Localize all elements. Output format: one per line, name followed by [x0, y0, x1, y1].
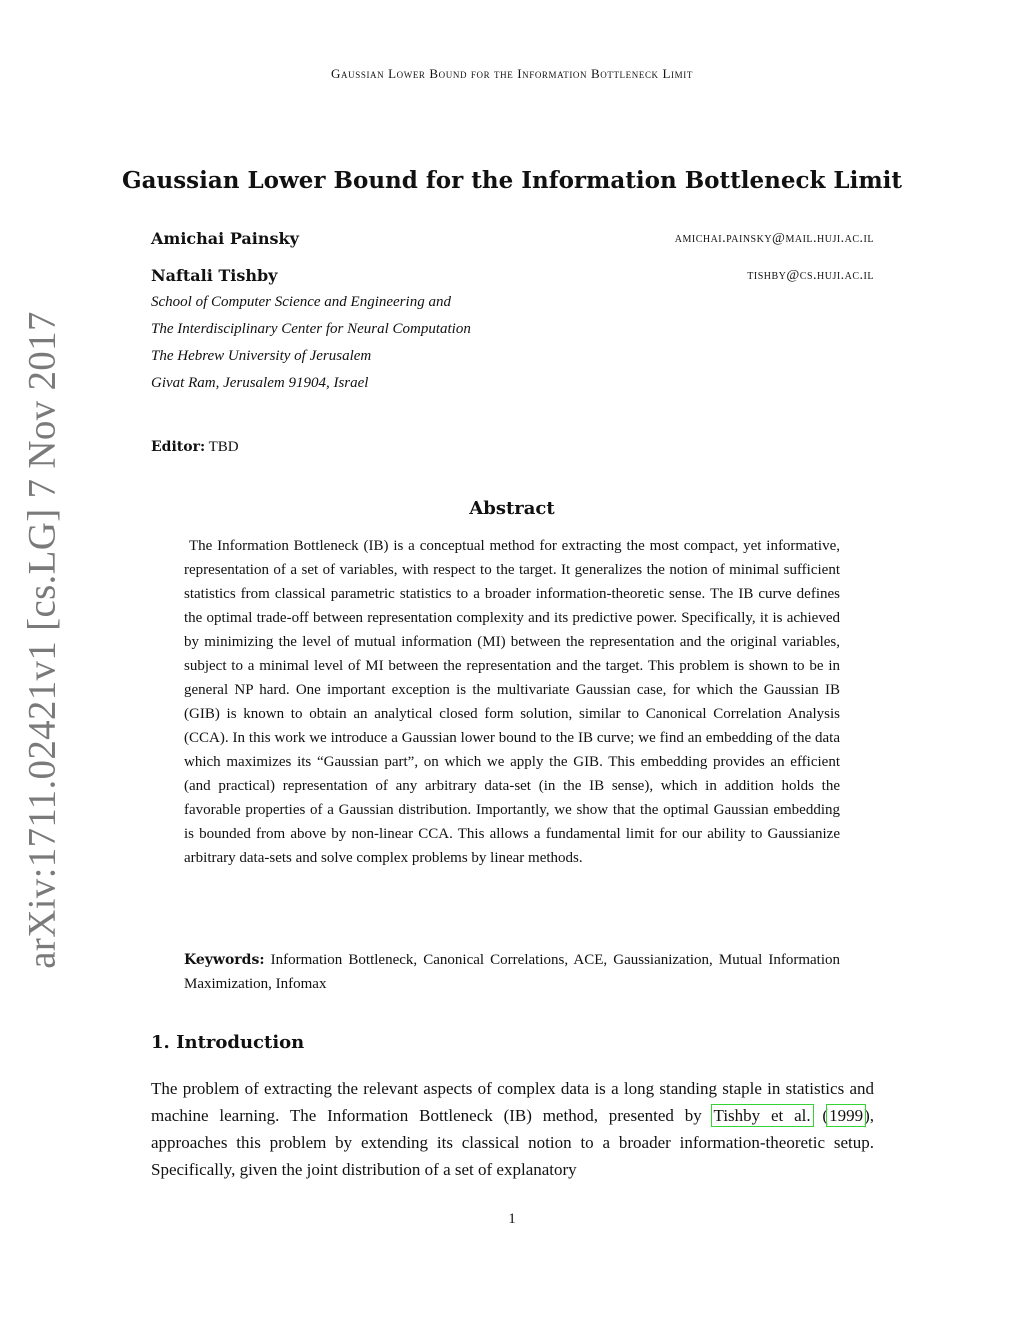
keywords-label: Keywords: [184, 952, 265, 968]
citation-paren: ) [864, 1106, 870, 1125]
paper-title: Gaussian Lower Bound for the Information Bottleneck Limit [121, 167, 903, 194]
keywords [184, 948, 840, 996]
author-email-2: tishby@cs.huji.ac.il [747, 268, 874, 283]
author-name-2: Naftali Tishby [151, 266, 278, 285]
author-name-1: Amichai Painsky [151, 229, 299, 248]
section-number: 1. [151, 1032, 170, 1053]
affiliation-line: The Hebrew University of Jerusalem [151, 348, 372, 364]
citation-link-authors[interactable]: Tishby et al. [713, 1106, 811, 1125]
page-number: 1 [508, 1211, 516, 1227]
affiliation-line: The Interdisciplinary Center for Neural Computation [151, 321, 471, 337]
citation-paren: ( [822, 1106, 829, 1125]
citation-link-year[interactable]: 1999 [829, 1106, 864, 1125]
intro-text: The problem of extracting the relevant aspects of complex data is a long standing staple in statistics and machine learning. The Information Bottleneck (IB) method, presented by [151, 1079, 874, 1125]
author-email-1: amichai.painsky@mail.huji.ac.il [674, 231, 874, 246]
running-head: Gaussian Lower Bound for the Information Bottleneck Limit [331, 66, 693, 81]
abstract-text: The Information Bottleneck (IB) is a conceptual method for extracting the most compact, yet informative, representation of a set of variables, with respect to the target. It generalizes the notion of minimal sufficient statistics from classical parametric statistics to a broader information-theoretic sense. The IB curve defines the optimal trade-off between representation complexity and its predictive power. Specifically, it is achieved by minimizing the level of mutual information (MI) between the representation and the original variables, subject to a minimal level of MI between the representation and the target. This problem is shown to be in general NP hard. One important exception is the multivariate Gaussian case, for which the Gaussian IB (GIB) is known to obtain an analytical closed form solution, similar to Canonical Correlation Analysis (CCA). In this work we introduce a Gaussian lower bound to the IB curve; we find an embedding of the data which maximizes its “Gaussian part”, on which we apply the GIB. This embedding provides an efficient (and practical) representation of any arbitrary data-set (in the IB sense), which in addition holds the favorable properties of a Gaussian distribution. Importantly, we show that the optimal Gaussian embedding is bounded from above by non-linear CCA. This allows a fundamental limit for our ability to Gaussianize arbitrary data-sets and solve complex problems by linear methods. [184, 538, 840, 866]
arxiv-stamp-text: arXiv:1711.02421v1 [cs.LG] 7 Nov 2017 [20, 311, 64, 969]
affiliation-line: School of Computer Science and Engineering and [151, 294, 451, 310]
editor-value: TBD [208, 439, 239, 455]
editor-label: Editor: [151, 439, 206, 455]
section-title: Introduction [176, 1032, 305, 1053]
affiliation-line: Givat Ram, Jerusalem 91904, Israel [151, 375, 369, 391]
intro-text: , approaches this problem by extending its classical notion to a broader information-theoretic setup. Specifically, given the joint distribution of a set of explanatory [151, 1106, 875, 1179]
section-heading-introduction [151, 1032, 304, 1053]
keywords-text: Information Bottleneck, Canonical Correlations, ACE, Gaussianization, Mutual Information Maximization, Infomax [184, 952, 841, 992]
abstract-heading: Abstract [469, 498, 555, 519]
editor-line [151, 439, 239, 456]
intro-paragraph [151, 1075, 874, 1183]
